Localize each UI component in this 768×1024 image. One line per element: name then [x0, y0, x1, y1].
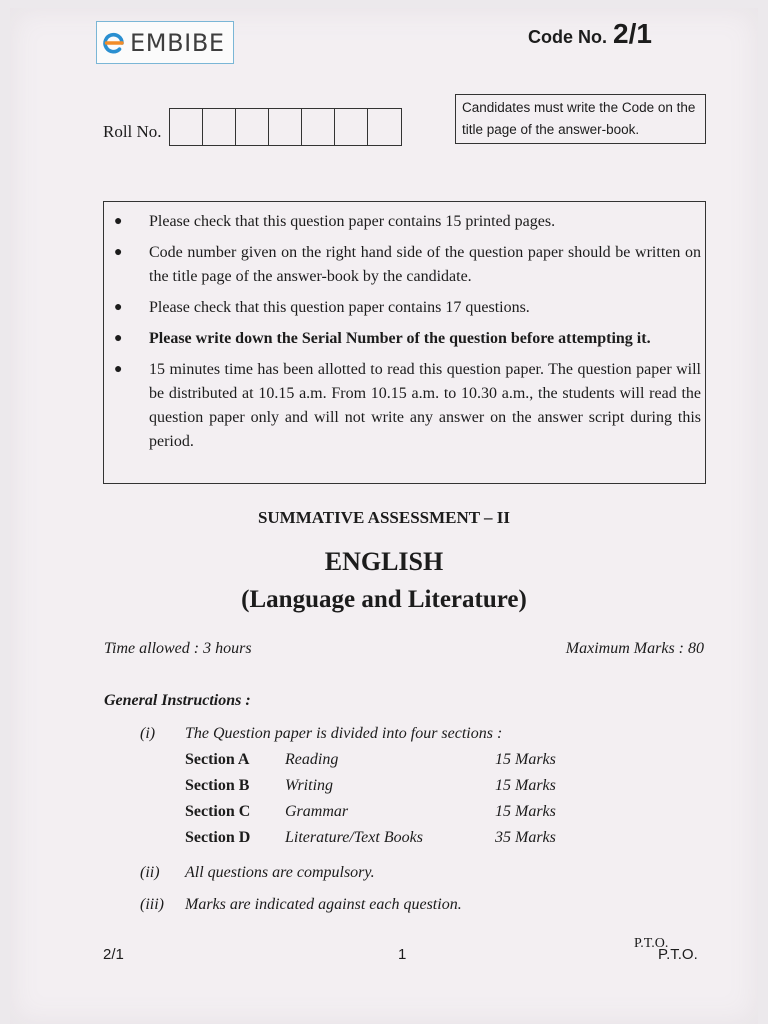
instruction-item [114, 241, 701, 289]
instruction-text: The Question paper is divided into four sections : [185, 725, 503, 742]
bullet-icon: ● [114, 300, 123, 315]
roll-number-box[interactable] [335, 109, 368, 145]
instruction-number: (i) [140, 725, 156, 742]
instruction-item [114, 358, 701, 454]
assessment-title: SUMMATIVE ASSESSMENT – II [257, 508, 511, 527]
pto-label: P.T.O. [658, 946, 698, 963]
embibe-logo [96, 21, 234, 64]
section-marks: 15 Marks [495, 803, 556, 820]
instruction-item [114, 327, 701, 351]
roll-number-box[interactable] [302, 109, 335, 145]
instruction-number: (iii) [140, 896, 164, 913]
instruction-text: Code number given on the right hand side of the question paper should be written on the title page of the answer-book by the candidate. [149, 244, 701, 285]
embibe-e-logo-icon [101, 30, 127, 56]
page-number: 1 [398, 946, 407, 963]
footer-code: 2/1 [103, 946, 124, 963]
code-number [528, 18, 652, 50]
section-marks: 15 Marks [495, 751, 556, 768]
roll-number-box[interactable] [368, 109, 401, 145]
section-topic: Literature/Text Books [285, 829, 423, 846]
instruction-text: 15 minutes time has been allotted to read this question paper. The question paper will be distributed at 10.15 a.m. From 10.15 a.m. to 10.30 a.m., the students will read the question paper only and will not write any answer on the answer script during this period. [149, 361, 701, 450]
instructions-box [103, 201, 706, 484]
maximum-marks: Maximum Marks : 80 [565, 640, 704, 657]
instruction-text: All questions are compulsory. [185, 864, 375, 881]
section-name: Section D [185, 829, 251, 846]
roll-number-boxes[interactable] [169, 108, 402, 146]
code-value: 2/1 [613, 18, 652, 49]
bullet-icon: ● [114, 331, 123, 346]
bullet-icon: ● [114, 214, 123, 229]
roll-number-box[interactable] [269, 109, 302, 145]
code-label: Code No. [528, 27, 607, 47]
pto-stamp: P.T.O. [634, 936, 669, 951]
section-marks: 35 Marks [495, 829, 556, 846]
candidates-code-note: Candidates must write the Code on the title page of the answer-book. [455, 94, 706, 144]
instruction-text: Please check that this question paper contains 17 questions. [149, 299, 530, 316]
roll-number-label: Roll No. [103, 122, 162, 141]
instruction-text: Please write down the Serial Number of the question before attempting it. [149, 330, 651, 347]
roll-number-box[interactable] [203, 109, 236, 145]
roll-number-box[interactable] [170, 109, 203, 145]
time-allowed: Time allowed : 3 hours [104, 640, 252, 657]
section-topic: Writing [285, 777, 334, 794]
section-name: Section A [185, 751, 250, 768]
instruction-text: Please check that this question paper contains 15 printed pages. [149, 213, 556, 230]
logo-text: EMBIBE [130, 28, 225, 57]
instruction-item [114, 210, 701, 234]
instruction-number: (ii) [140, 864, 160, 881]
section-name: Section C [185, 803, 251, 820]
section-topic: Grammar [285, 803, 349, 820]
instruction-text: Marks are indicated against each question. [185, 896, 462, 913]
roll-number-box[interactable] [236, 109, 269, 145]
instruction-item [114, 296, 701, 320]
section-topic: Reading [285, 751, 339, 768]
bullet-icon: ● [114, 362, 123, 377]
section-marks: 15 Marks [495, 777, 556, 794]
subject-subtitle: (Language and Literature) [241, 586, 527, 613]
general-instructions-heading: General Instructions : [104, 692, 251, 709]
subject-title: ENGLISH [324, 547, 444, 576]
section-name: Section B [185, 777, 250, 794]
bullet-icon: ● [114, 245, 123, 260]
